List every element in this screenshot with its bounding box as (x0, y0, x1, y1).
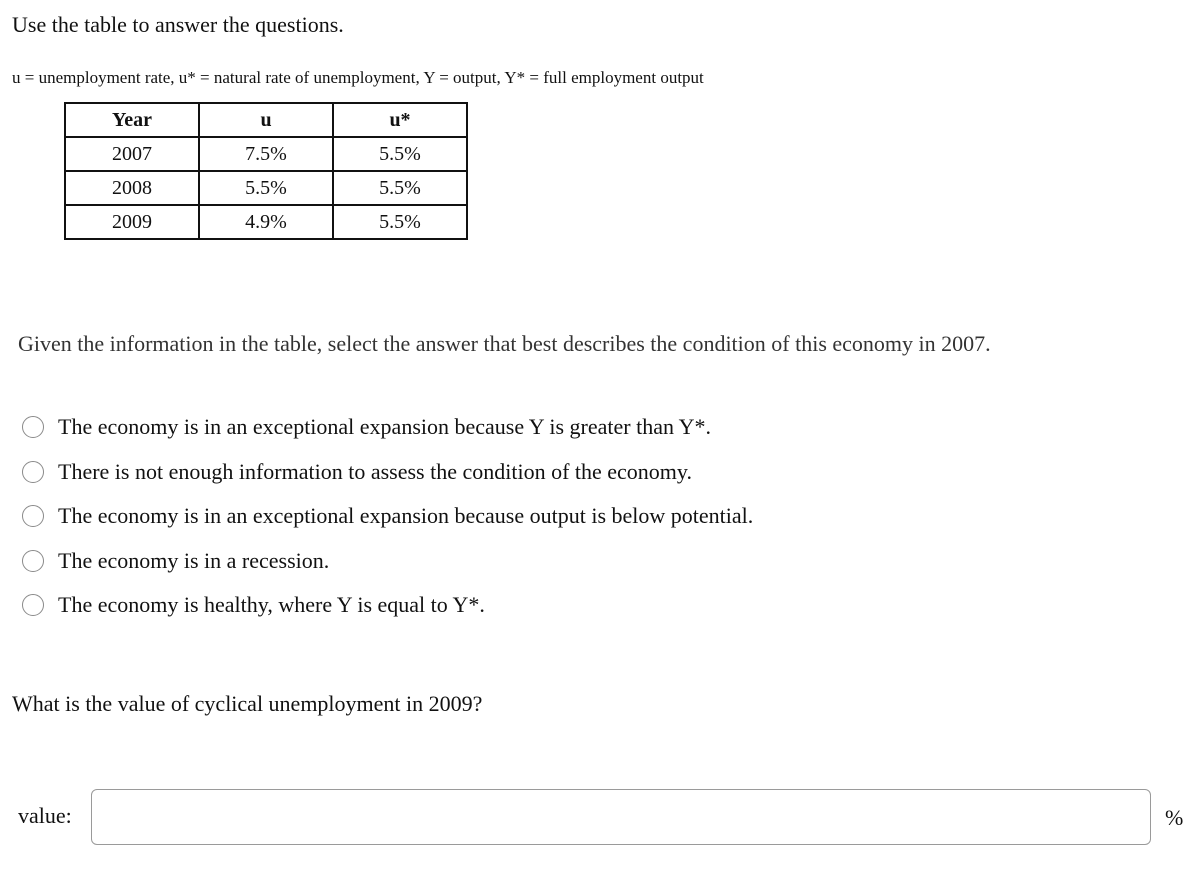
table-cell-u-star: 5.5% (333, 205, 467, 239)
value-input-label: value: (18, 803, 72, 828)
instructions-text: Use the table to answer the questions. (12, 12, 344, 37)
option-label: The economy is in an exceptional expansion because output is below potential. (58, 503, 754, 529)
table-header-row (65, 103, 467, 137)
column-header-u: u (199, 103, 333, 137)
table-cell-u-star: 5.5% (333, 171, 467, 205)
cyclical-unemployment-input[interactable] (91, 789, 1151, 845)
answer-option-5[interactable] (22, 583, 753, 628)
column-header-u-star: u* (333, 103, 467, 137)
table-cell-u: 4.9% (199, 205, 333, 239)
option-label: There is not enough information to assess the condition of the economy. (58, 458, 692, 484)
question-2-text: What is the value of cyclical unemployment in 2009? (12, 691, 483, 716)
option-label: The economy is in an exceptional expansion because Y is greater than Y*. (58, 414, 712, 440)
table-cell-year: 2008 (65, 171, 199, 205)
unemployment-table (64, 102, 468, 240)
answer-option-3[interactable] (22, 494, 753, 539)
radio-button[interactable] (22, 550, 44, 572)
table-cell-u: 5.5% (199, 171, 333, 205)
table-cell-u-star: 5.5% (333, 137, 467, 171)
option-label: The economy is healthy, where Y is equal to Y*. (58, 592, 485, 618)
table-row (65, 137, 467, 171)
table-cell-u: 7.5% (199, 137, 333, 171)
column-header-year: Year (65, 103, 199, 137)
table-row (65, 171, 467, 205)
answer-option-4[interactable] (22, 539, 753, 584)
variable-legend: u = unemployment rate, u* = natural rate of unemployment, Y = output, Y* = full employment output (12, 68, 704, 87)
answer-option-1[interactable] (22, 405, 753, 450)
answer-option-2[interactable] (22, 450, 753, 495)
question-1-text: Given the information in the table, select the answer that best describes the condition of this economy in 2007. (18, 331, 991, 356)
option-label: The economy is in a recession. (58, 547, 330, 573)
radio-button[interactable] (22, 416, 44, 438)
radio-button[interactable] (22, 594, 44, 616)
answer-options (22, 405, 753, 628)
table-cell-year: 2007 (65, 137, 199, 171)
percent-unit-label: % (1165, 805, 1184, 830)
table-row (65, 205, 467, 239)
radio-button[interactable] (22, 505, 44, 527)
table-cell-year: 2009 (65, 205, 199, 239)
radio-button[interactable] (22, 461, 44, 483)
